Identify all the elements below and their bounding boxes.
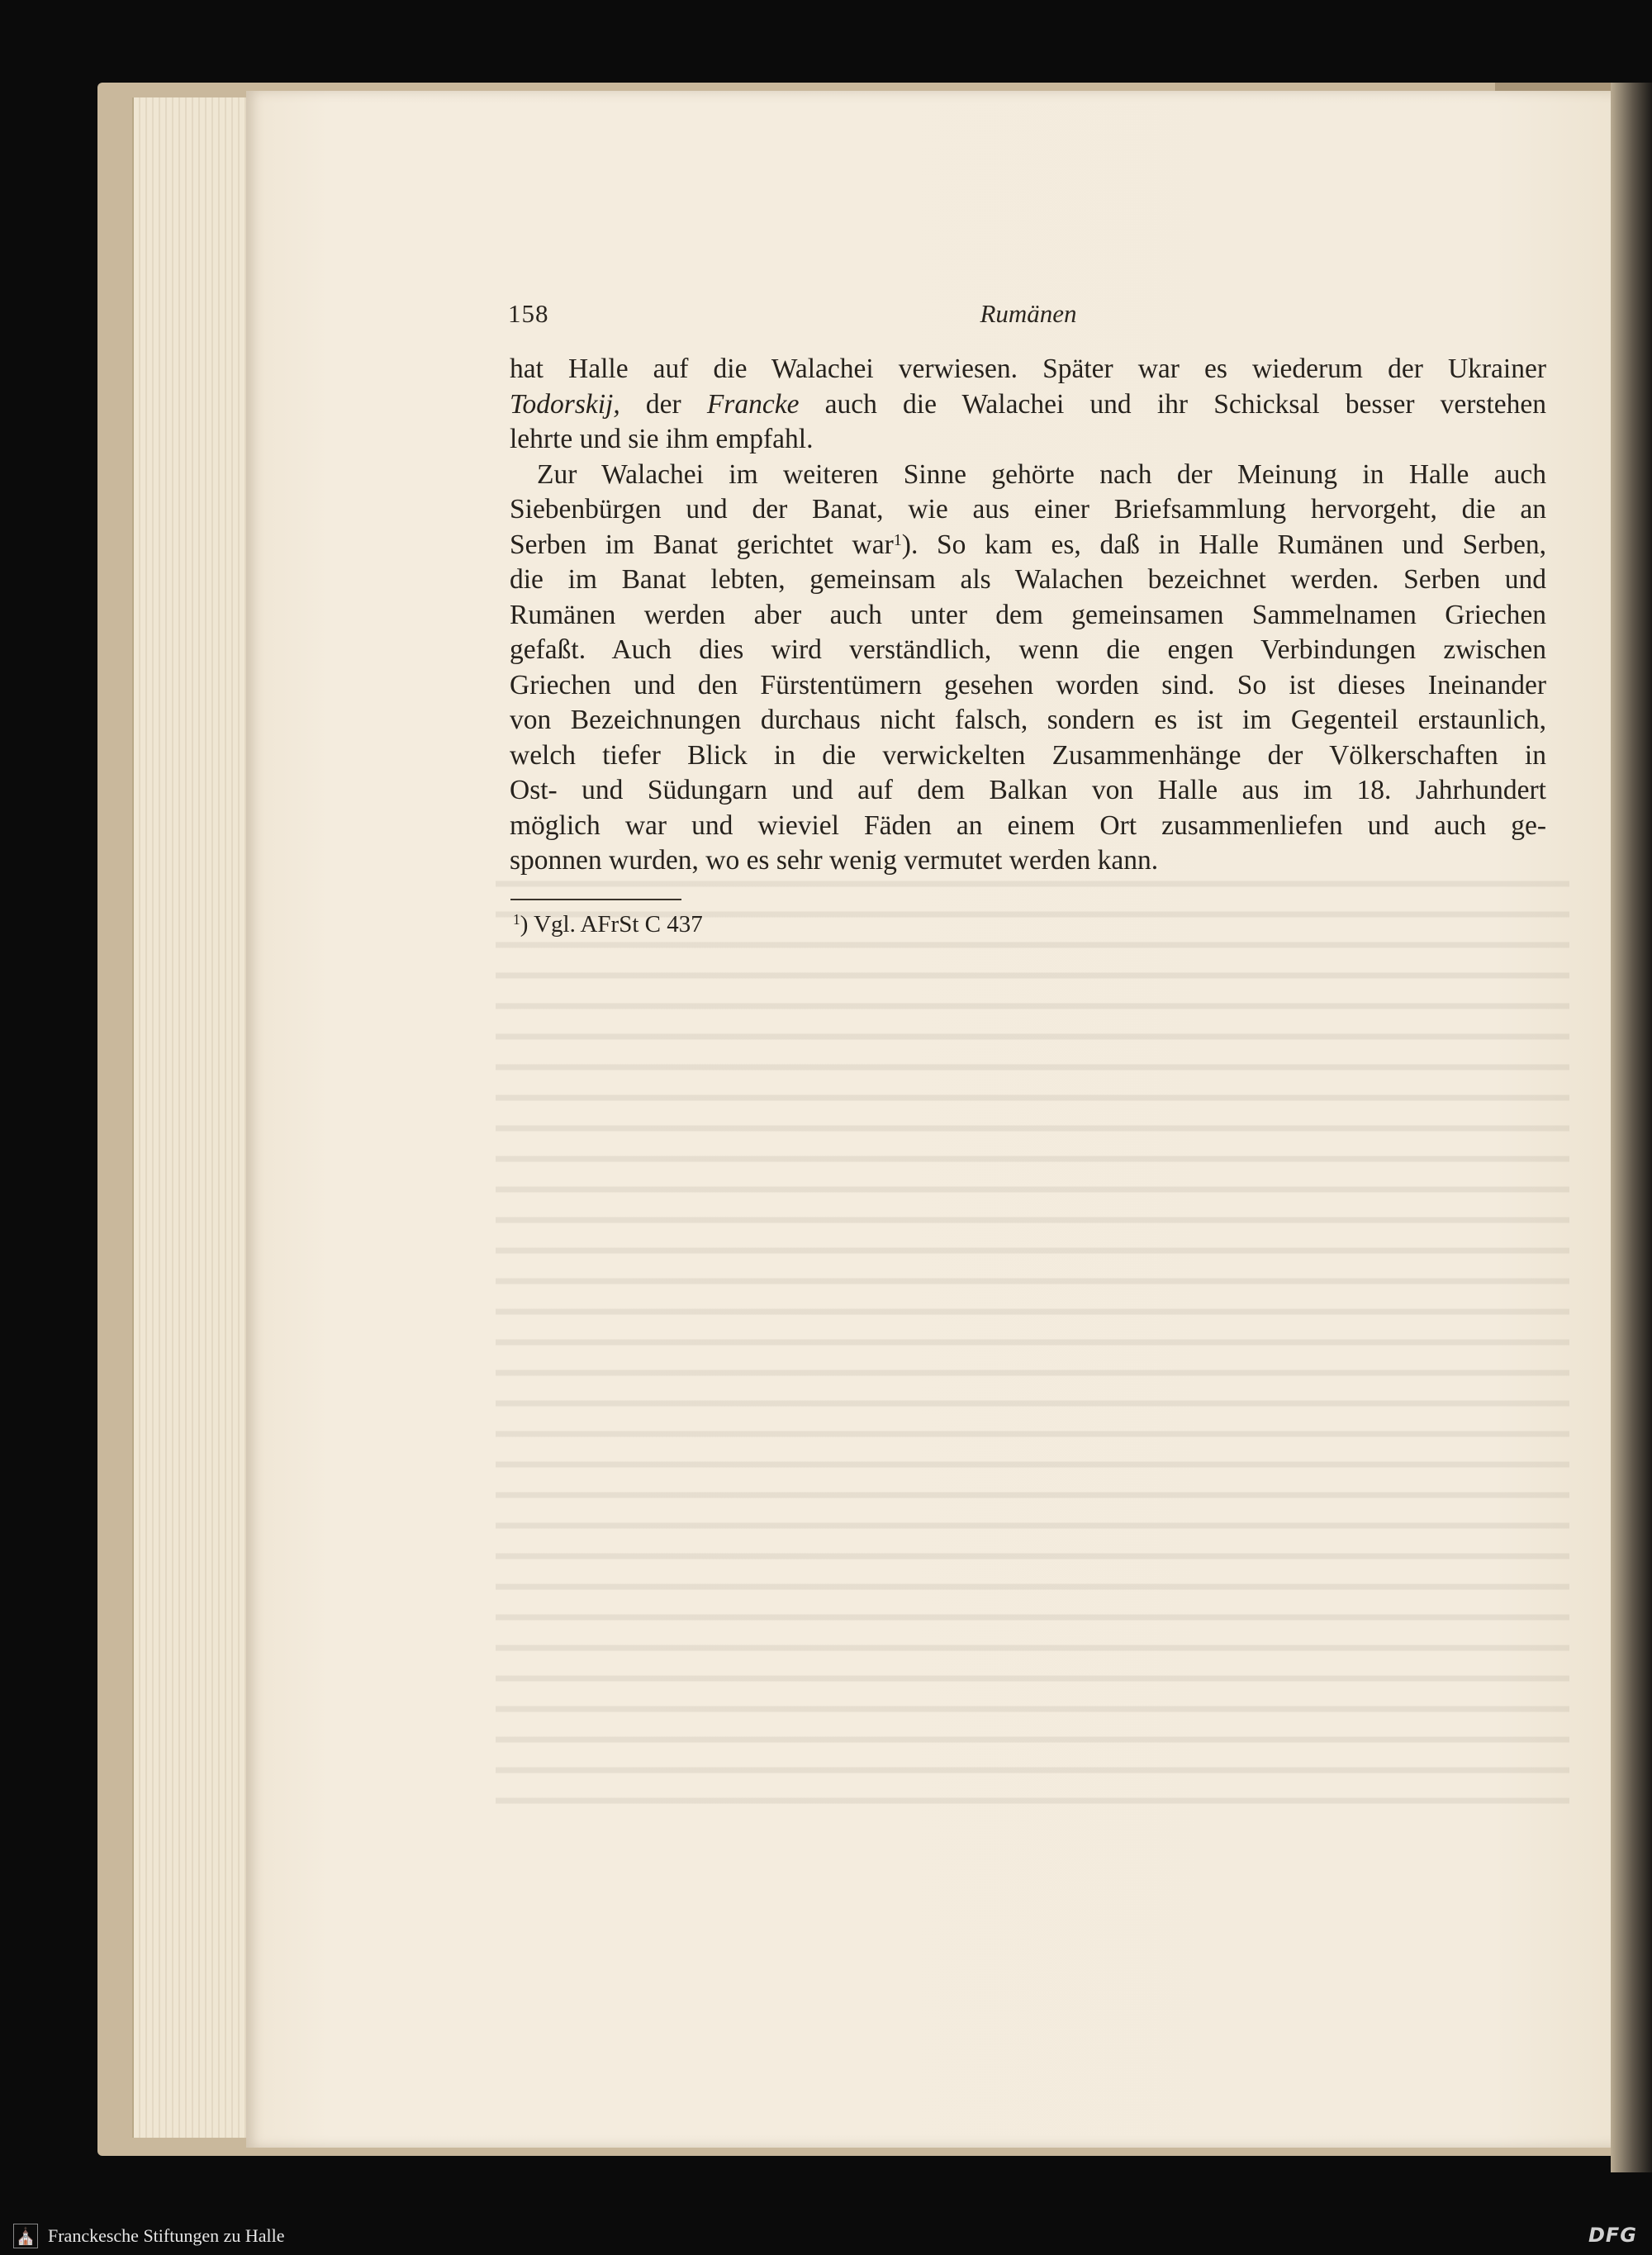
footnote-text: ) Vgl. AFrSt C 437 — [520, 911, 703, 938]
page-edges — [132, 97, 249, 2138]
dfg-logo[interactable]: DFG — [1588, 2224, 1637, 2247]
name-francke: Francke — [706, 388, 800, 420]
text-line: sponnen wurden, wo es sehr wenig vermutet werden kann. — [510, 845, 1159, 876]
paragraph-1 — [510, 352, 1546, 458]
text-line: von Bezeichnungen durchaus nicht falsch, sondern es ist im Gegenteil erstaunlich, — [510, 705, 1546, 735]
footnote-divider — [510, 899, 681, 900]
footnote-marker: 1 — [513, 911, 520, 928]
running-head — [508, 299, 1549, 335]
text-line — [510, 528, 1546, 563]
text-line: lehrte und sie ihm empfahl. — [510, 424, 814, 454]
page-heading: Rumänen — [980, 299, 1077, 328]
text-line: die im Banat lebten, gemeinsam als Walachen bezeichnet werden. Serben und — [510, 564, 1546, 595]
page-number: 158 — [508, 299, 549, 328]
text-run: Serben im Banat gerichtet war — [510, 529, 894, 560]
text-line: Siebenbürgen und der Banat, wie aus einer Briefsammlung hervorgeht, die an — [510, 494, 1546, 525]
footnote — [513, 911, 703, 938]
text-line: welch tiefer Blick in die verwickelten Zusammenhänge der Völkerschaften in — [510, 739, 1546, 771]
text-line: möglich war und wieviel Fäden an einem Ort zusammenliefen und auch ge- — [510, 809, 1546, 841]
text-run: ). So kam es, daß in Halle Rumänen und Serben, — [901, 529, 1546, 560]
viewer-footer — [0, 2219, 1652, 2255]
name-todorskij: Todorskij, — [510, 388, 620, 420]
text-run: auch die Walachei und ihr Schicksal besser verstehen — [799, 388, 1546, 420]
text-line: hat Halle auf die Walachei verwiesen. Später war es wiederum der Ukrainer — [510, 354, 1546, 384]
text-line: Griechen und den Fürstentümern gesehen worden sind. So ist dieses Ineinander — [510, 669, 1546, 700]
text-line: Zur Walachei im weiteren Sinne gehörte nach der Meinung in Halle auch — [537, 458, 1546, 490]
book-gutter — [1611, 83, 1652, 2172]
text-line: Ost- und Südungarn und auf dem Balkan von Halle aus im 18. Jahrhundert — [510, 775, 1546, 805]
text-line: gefaßt. Auch dies wird verständlich, wenn die engen Verbindungen zwischen — [510, 634, 1546, 665]
institution-name[interactable]: Franckesche Stiftungen zu Halle — [48, 2225, 285, 2246]
footnote-reference[interactable]: 1 — [893, 530, 902, 549]
franckesche-stiftungen-logo-icon[interactable]: ⛪ — [13, 2224, 38, 2248]
text-line: Rumänen werden aber auch unter dem gemeinsamen Sammelnamen Griechen — [510, 599, 1546, 630]
text-line — [510, 387, 1546, 423]
reverse-side-bleed-through — [496, 867, 1569, 1809]
body-text — [510, 352, 1546, 879]
paragraph-2 — [510, 458, 1546, 879]
text-run: der — [620, 388, 707, 420]
